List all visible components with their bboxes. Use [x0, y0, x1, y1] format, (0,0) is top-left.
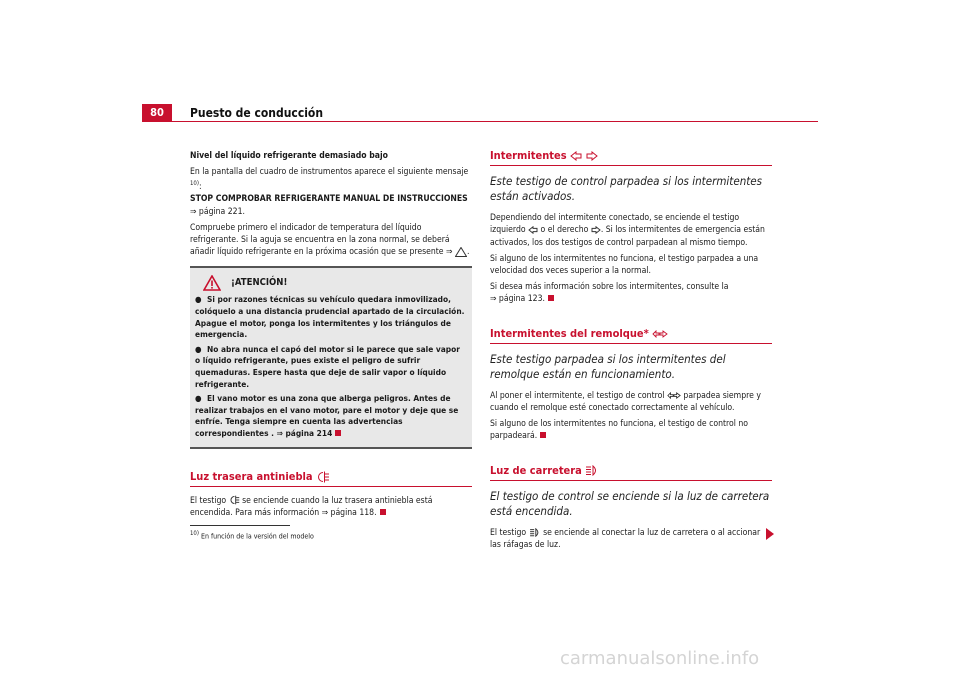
section-high-beam — [490, 465, 772, 552]
coolant-message: STOP COMPROBAR REFRIGERANTE MANUAL DE INSTRUCCIONES — [190, 194, 468, 205]
indicators-p1-a: Dependiendo del intermitente conectado, se enciende el testigo izquierdo — [490, 213, 740, 236]
turn-right-icon — [591, 226, 601, 234]
high-beam-p1-b: se enciende al conectar la luz de carretera o al accionar las ráfagas de luz. — [490, 527, 761, 551]
indicators-paragraph-3 — [490, 281, 772, 305]
trailer-heading — [490, 328, 772, 344]
warning-triangle-icon — [455, 247, 467, 257]
rear-fog-light-icon — [229, 495, 240, 505]
high-beam-p1-a: El testigo — [490, 527, 527, 538]
turn-left-icon — [528, 226, 538, 234]
left-column — [190, 150, 472, 523]
trailer-lede: Este testigo parpadea si los intermitentes del remolque están en funcionamiento. — [490, 351, 726, 381]
rear-fog-light-icon — [316, 471, 330, 483]
section-end-marker — [548, 295, 554, 301]
high-beam-icon — [529, 528, 541, 537]
coolant-page-ref: ⇒ página 221. — [190, 206, 245, 217]
page-number: 80 — [142, 104, 172, 122]
header-rule — [142, 121, 818, 122]
high-beam-icon — [585, 465, 599, 476]
coolant-p1-text: En la pantalla del cuadro de instrumentos aparece el siguiente mensaje — [190, 167, 469, 178]
turn-right-icon — [586, 151, 598, 161]
trailer-p1-b: parpadea siempre y cuando el remolque esté conectado correctamente al vehículo. — [490, 390, 761, 414]
indicators-heading — [490, 150, 772, 166]
footnote-ref: 10) — [190, 180, 199, 188]
bullet-icon: ● — [195, 393, 202, 404]
indicators-p3-a: Si desea más información sobre los intermitentes, consulte la — [490, 282, 729, 293]
footnote-mark: 10) — [190, 530, 199, 537]
coolant-p1-colon: : — [198, 182, 202, 193]
bullet-icon: ● — [195, 343, 202, 354]
next-page-arrow-icon[interactable] — [766, 528, 774, 540]
warning-item-text: Si por razones técnicas su vehículo quedara inmovilizado, colóquelo a una distancia prudencial apartado de la circulación. Apague el motor, ponga los intermitentes y los triángulos de emergencia. — [195, 294, 465, 340]
indicators-page-ref: ⇒ página 123. — [490, 294, 545, 305]
indicators-p1-b: o el derecho — [540, 225, 589, 236]
trailer-paragraph-2 — [490, 418, 772, 442]
coolant-p2-text: Compruebe primero el indicador de temperatura del líquido refrigerante. Si la aguja se encuentra en la zona normal, se deberá añadir líquido refrigerante en la próxima ocasión que se presente ⇒ — [190, 222, 453, 258]
watermark: carmanualsonline.info — [560, 648, 760, 669]
indicators-heading-text: Intermitentes — [490, 149, 567, 162]
warning-triangle-icon — [203, 275, 221, 291]
trailer-p2-text: Si alguno de los intermitentes no funciona, el testigo de control no parpadeará. — [490, 419, 748, 442]
running-header-title: Puesto de conducción — [190, 106, 324, 120]
right-column — [490, 150, 772, 565]
section-end-marker — [540, 432, 546, 438]
warning-item-text: El vano motor es una zona que alberga peligros. Antes de realizar trabajos en el vano motor, pare el motor y deje que se enfríe. Tenga siempre en cuenta las advertencias correspondientes . ⇒ página 214 — [195, 393, 459, 439]
warning-item-text: No abra nunca el capó del motor si le parece que sale vapor o líquido refrigerante, pues existe el peligro de sufrir quemaduras. Espere hasta que deje de salir vapor o líquido refrigerante. — [195, 343, 460, 389]
section-trailer-indicators — [490, 328, 772, 443]
bullet-icon: ● — [195, 294, 202, 305]
trailer-indicator-icon — [652, 330, 668, 338]
high-beam-heading — [490, 465, 772, 481]
footnote-text: En función de la versión del modelo — [200, 532, 314, 541]
fog-text-b: se enciende cuando la luz trasera antiniebla está encendida. Para más información ⇒ página 118. — [190, 495, 433, 519]
section-end-marker — [335, 430, 341, 436]
section-end-marker — [380, 509, 386, 515]
fog-heading-text: Luz trasera antiniebla — [190, 469, 313, 483]
warning-header — [195, 272, 467, 294]
footnote-rule — [190, 525, 290, 526]
warning-item — [195, 393, 467, 439]
section-indicators — [490, 150, 772, 306]
coolant-paragraph-1 — [190, 166, 472, 218]
high-beam-paragraph — [490, 527, 772, 551]
warning-item — [195, 344, 467, 390]
trailer-indicator-icon — [667, 392, 681, 399]
trailer-p1-a: Al poner el intermitente, el testigo de control — [490, 390, 665, 401]
coolant-heading: Nivel del líquido refrigerante demasiado bajo — [190, 151, 388, 161]
high-beam-heading-text: Luz de carretera — [490, 463, 582, 477]
high-beam-lede: El testigo de control se enciende si la luz de carretera está encendida. — [490, 488, 770, 518]
warning-item — [195, 294, 467, 340]
fog-heading — [190, 471, 472, 487]
warning-box — [190, 266, 472, 448]
fog-text-a: El testigo — [190, 495, 227, 506]
indicators-paragraph-1 — [490, 212, 772, 249]
warning-title: ¡ATENCIÓN! — [231, 277, 288, 289]
trailer-heading-text: Intermitentes del remolque* — [490, 326, 649, 340]
indicators-lede: Este testigo de control parpadea si los intermitentes están activados. — [490, 174, 763, 204]
indicators-p1-c: . Si los intermitentes de emergencia están activados, los dos testigos de control parpadean al mismo tiempo. — [490, 225, 765, 248]
coolant-paragraph-2: Compruebe primero el indicador de temperatura del líquido refrigerante. Si la aguja se encuentra en la zona normal, se deberá añadir líquido refrigerante en la próxima ocasión que se presente ⇒ . — [190, 222, 470, 258]
turn-left-icon — [570, 151, 582, 161]
fog-paragraph — [190, 495, 472, 519]
indicators-paragraph-2: Si alguno de los intermitentes no funciona, el testigo parpadea a una velocidad dos veces superior a la normal. — [490, 253, 759, 277]
trailer-paragraph-1 — [490, 390, 772, 414]
footnote — [190, 530, 314, 540]
